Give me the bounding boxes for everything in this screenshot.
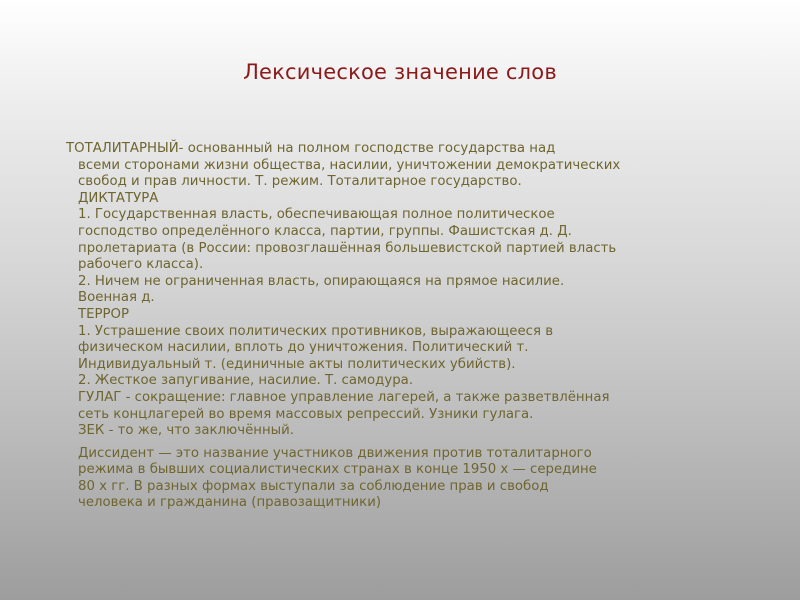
body-line: 1. Устрашение своих политических противников, выражающееся в	[78, 323, 554, 339]
body-line: свобод и прав личности. Т. режим. Тоталитарное государство.	[78, 174, 522, 190]
body-line: сеть концлагерей во время массовых репрессий. Узники гулага.	[78, 406, 534, 422]
body-line: всеми сторонами жизни общества, насилии, уничтожении демократических	[78, 157, 621, 173]
body-line: 2. Ничем не ограниченная власть, опирающаяся на прямое насилие.	[78, 273, 565, 289]
body-line: Диссидент — это название участников движения против тоталитарного	[78, 445, 592, 461]
body-line: ЗЕК - то же, что заключённый.	[78, 423, 295, 439]
body-line: рабочего класса).	[78, 257, 204, 273]
body-line: Военная д.	[78, 290, 155, 306]
body-line: 2. Жесткое запугивание, насилие. Т. самодура.	[78, 373, 414, 389]
body-line: Индивидуальный т. (единичные акты политических убийств).	[78, 356, 516, 372]
body-line: человека и гражданина (правозащитники)	[78, 495, 382, 511]
body-line: ДИКТАТУРА	[78, 190, 159, 206]
body-line: господство определённого класса, партии, группы. Фашистская д. Д.	[78, 223, 572, 239]
slide-body	[66, 141, 766, 512]
slide-title: Лексическое значение слов	[243, 60, 557, 84]
body-line: физическом насилии, вплоть до уничтожения. Политический т.	[78, 340, 529, 356]
body-line: 1. Государственная власть, обеспечивающая полное политическое	[78, 207, 555, 223]
body-line: пролетариата (в России: провозглашённая большевистской партией власть	[78, 240, 617, 256]
body-line: ТОТАЛИТАРНЫЙ- основанный на полном господстве государства над	[66, 141, 556, 156]
body-line: ТЕРРОР	[78, 306, 130, 322]
body-line: режима в бывших социалистических странах в конце 1950 х — середине	[78, 462, 597, 478]
body-line: 80 х гг. В разных формах выступали за соблюдение прав и свобод	[78, 478, 549, 494]
body-line: ГУЛАГ - сокращение: главное управление лагерей, а также разветвлённая	[78, 389, 610, 405]
